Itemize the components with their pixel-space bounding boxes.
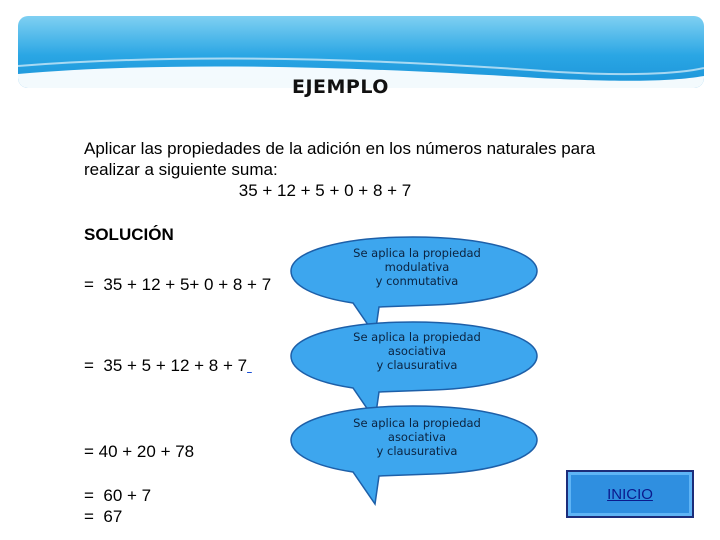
callout-3-line-1: Se aplica la propiedad asociativa bbox=[353, 416, 481, 444]
solution-step-2 bbox=[84, 356, 252, 376]
solution-step-2-link-trail bbox=[247, 356, 252, 375]
solution-step-2-text: = 35 + 5 + 12 + 8 + 7 bbox=[84, 356, 248, 375]
callout-3-text bbox=[331, 416, 503, 458]
solution-step-3: = 40 + 20 + 78 bbox=[84, 442, 195, 461]
solution-step-5: = 67 bbox=[84, 507, 123, 526]
callout-2-line-2: y clausurativa bbox=[376, 358, 458, 372]
problem-line-2: realizar a siguiente suma: bbox=[84, 160, 278, 179]
solution-step-4: = 60 + 7 bbox=[84, 486, 152, 505]
solution-step-1: = 35 + 12 + 5+ 0 + 8 + 7 bbox=[84, 275, 272, 294]
callout-1-line-2: y conmutativa bbox=[375, 274, 459, 288]
callout-2-text bbox=[331, 330, 503, 372]
callout-3-line-2: y clausurativa bbox=[376, 444, 458, 458]
problem-line-1: Aplicar las propiedades de la adición en los números naturales para bbox=[84, 139, 596, 158]
sum-expression: 35 + 12 + 5 + 0 + 8 + 7 bbox=[238, 181, 412, 200]
callout-1-text bbox=[331, 246, 503, 288]
page-title: EJEMPLO bbox=[292, 76, 389, 98]
callout-1-line-1: Se aplica la propiedad modulativa bbox=[353, 246, 481, 274]
callout-bubble-3 bbox=[283, 402, 543, 510]
inicio-button[interactable]: INICIO bbox=[566, 470, 694, 518]
solution-heading: SOLUCIÓN bbox=[84, 225, 174, 244]
callout-2-line-1: Se aplica la propiedad asociativa bbox=[353, 330, 481, 358]
problem-statement bbox=[84, 138, 648, 180]
